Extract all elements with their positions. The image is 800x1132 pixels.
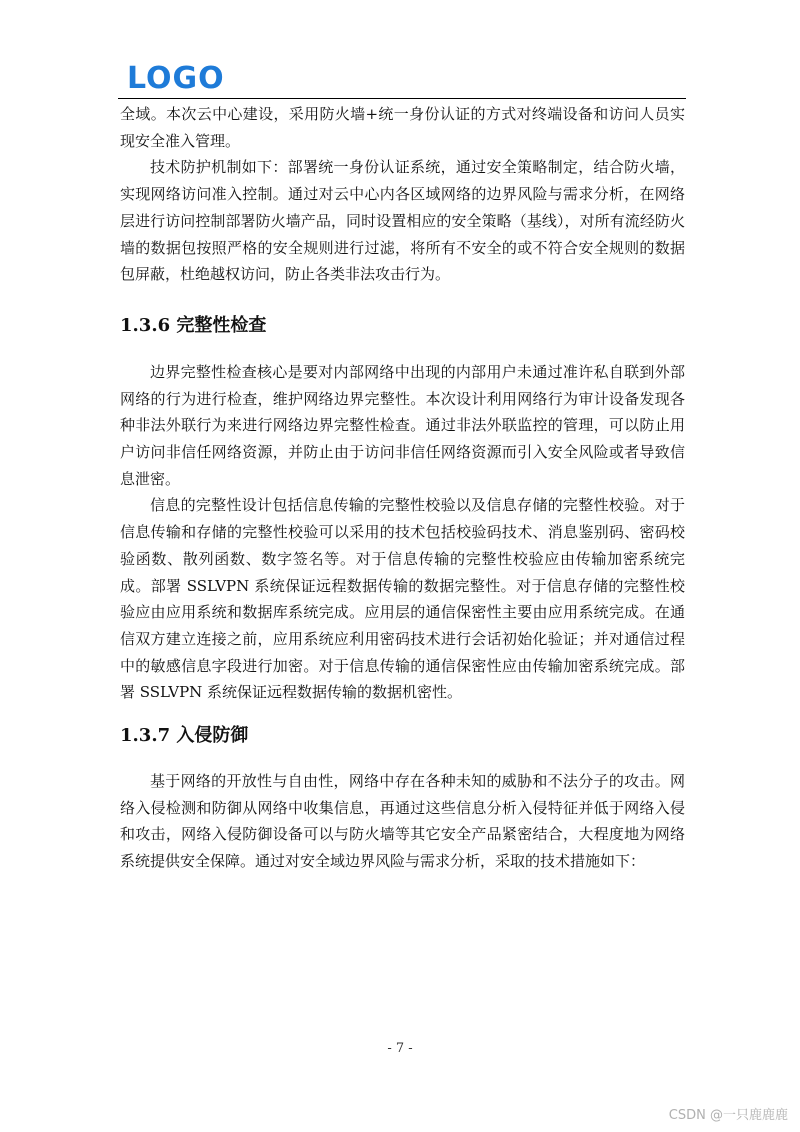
paragraph-1: 全域。本次云中心建设，采用防火墙+统一身份认证的方式对终端设备和访问人员实现安全准入管理。 xyxy=(120,105,685,150)
paragraph-4: 信息的完整性设计包括信息传输的完整性校验以及信息存储的完整性校验。对于信息传输和存储的完整性校验可以采用的技术包括校验码技术、消息鉴别码、密码校验函数、散列函数、数字签名等。对于信息传输的完整性校验应由传输加密系统完成。部署 SSLVPN 系统保证远程数据传输的数据完整性。对于信息存储的完整性校验应由应用系统和数据库系统完成。应用层的通信保密性主要由应用系统完成。在通信双方建立连接之前，应用系统应利用密码技术进行会话初始化验证；并对通信过程中的敏感信息字段进行加密。对于信息传输的通信保密性应由传输加密系统完成。部署 SSLVPN 系统保证远程数据传输的数据机密性。 xyxy=(120,496,685,702)
section-heading-1-3-7: 1.3.7 入侵防御 xyxy=(120,725,249,747)
paragraph-2: 技术防护机制如下：部署统一身份认证系统，通过安全策略制定，结合防火墙，实现网络访问准入控制。通过对云中心内各区域网络的边界风险与需求分析，在网络层进行访问控制部署防火墙产品，同时设置相应的安全策略（基线），对所有流经防火墙的数据包按照严格的安全规则进行过滤，将所有不安全的或不符合安全规则的数据包屏蔽，杜绝越权访问，防止各类非法攻击行为。 xyxy=(120,158,685,284)
watermark: CSDN @一只鹿鹿鹿 xyxy=(668,1108,788,1123)
header-divider xyxy=(118,98,686,99)
paragraph-5: 基于网络的开放性与自由性，网络中存在各种未知的威胁和不法分子的攻击。网络入侵检测和防御从网络中收集信息，再通过这些信息分析入侵特征并低于网络入侵和攻击，网络入侵防御设备可以与防火墙等其它安全产品紧密结合，大程度地为网络系统提供安全保障。通过对安全域边界风险与需求分析，采取的技术措施如下： xyxy=(120,772,685,871)
logo: LOGO xyxy=(127,61,225,96)
page-number: - 7 - xyxy=(387,1041,413,1056)
paragraph-3: 边界完整性检查核心是要对内部网络中出现的内部用户未通过准许私自联到外部网络的行为进行检查，维护网络边界完整性。本次设计利用网络行为审计设备发现各种非法外联行为来进行网络边界完整性检查。通过非法外联监控的管理，可以防止用户访问非信任网络资源，并防止由于访问非信任网络资源而引入安全风险或者导致信息泄密。 xyxy=(120,362,685,488)
document-body xyxy=(120,101,685,875)
section-heading-1-3-6: 1.3.6 完整性检查 xyxy=(120,314,267,336)
